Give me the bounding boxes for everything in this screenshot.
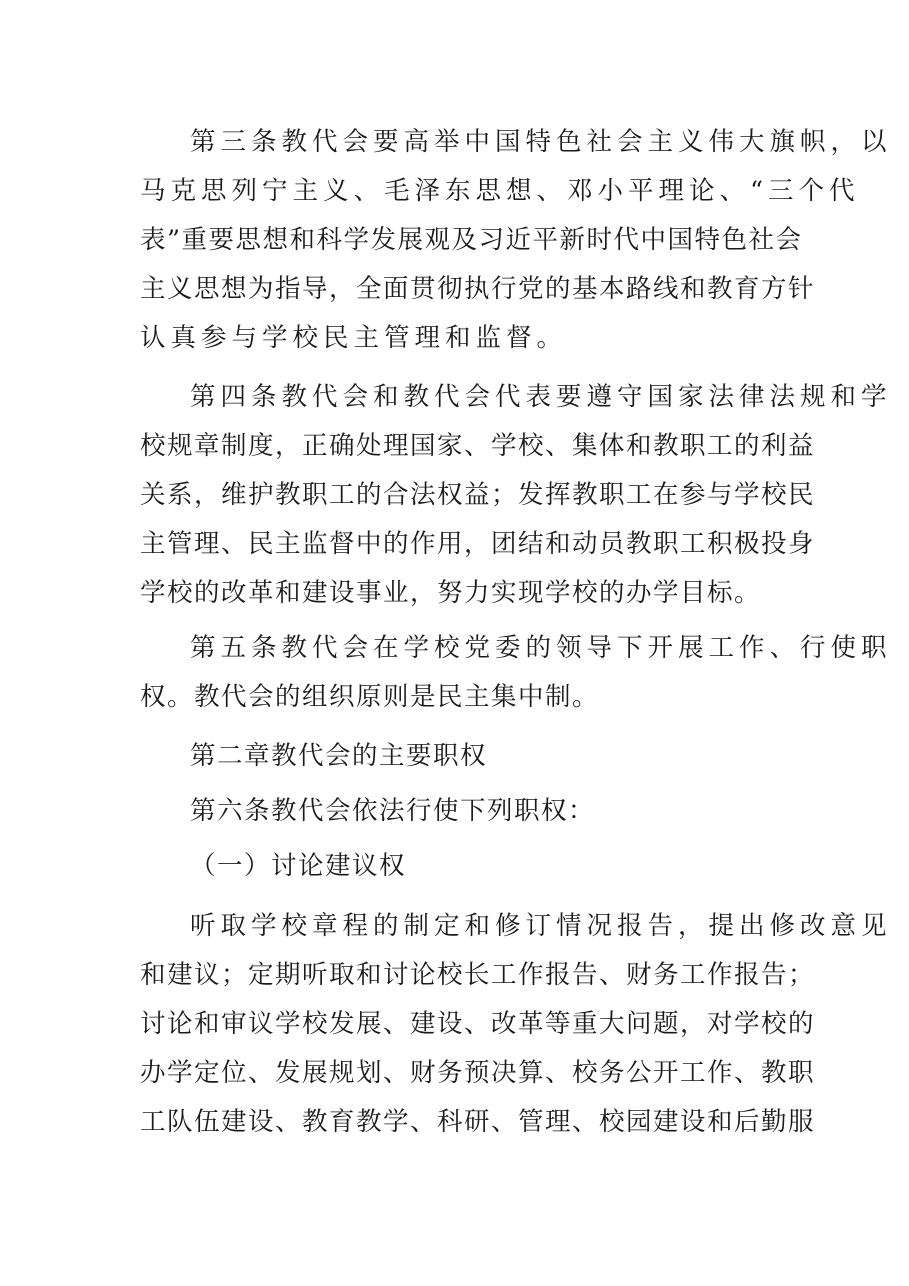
article3-line-1: 第三条教代会要高举中国特色社会主义伟大旗帜，以 <box>190 127 892 157</box>
item1-body-line-4: 办学定位、发展规划、财务预决算、校务公开工作、教职 <box>140 1058 816 1088</box>
article3-line-3: 表”重要思想和科学发展观及习近平新时代中国特色社会 <box>140 225 803 255</box>
item1-body-line-3: 讨论和审议学校发展、建设、改革等重大问题，对学校的 <box>140 1009 816 1039</box>
article4-line-5: 学校的改革和建设事业，努力实现学校的办学目标。 <box>140 578 762 608</box>
article3-line-5: 认真参与学校民主管理和监督。 <box>140 323 568 353</box>
article4-line-3: 关系，维护教职工的合法权益；发挥教职工在参与学校民 <box>140 480 816 510</box>
chapter2-heading: 第二章教代会的主要职权 <box>190 741 488 771</box>
article4-line-1: 第四条教代会和教代会代表要遵守国家法律法规和学 <box>190 382 892 412</box>
item1-heading: （一）讨论建议权 <box>190 851 407 881</box>
article6-intro: 第六条教代会依法行使下列职权： <box>190 796 596 826</box>
item1-body-line-5: 工队伍建设、教育教学、科研、管理、校园建设和后勤服 <box>140 1107 816 1137</box>
article4-line-4: 主管理、民主监督中的作用，团结和动员教职工积极投身 <box>140 529 816 559</box>
article5-line-2: 权。教代会的组织原则是民主集中制。 <box>140 682 600 712</box>
item1-body-line-1: 听取学校章程的制定和修订情况报告，提出修改意见 <box>190 911 892 941</box>
article5-line-1: 第五条教代会在学校党委的领导下开展工作、行使职 <box>190 633 892 663</box>
article4-line-2: 校规章制度，正确处理国家、学校、集体和教职工的利益 <box>140 431 816 461</box>
item1-body-line-2: 和建议；定期听取和讨论校长工作报告、财务工作报告； <box>140 960 816 990</box>
article3-line-2: 马克思列宁主义、毛泽东思想、邓小平理论、“三个代 <box>140 176 860 206</box>
article3-line-4: 主义思想为指导，全面贯彻执行党的基本路线和教育方针 <box>140 274 816 304</box>
